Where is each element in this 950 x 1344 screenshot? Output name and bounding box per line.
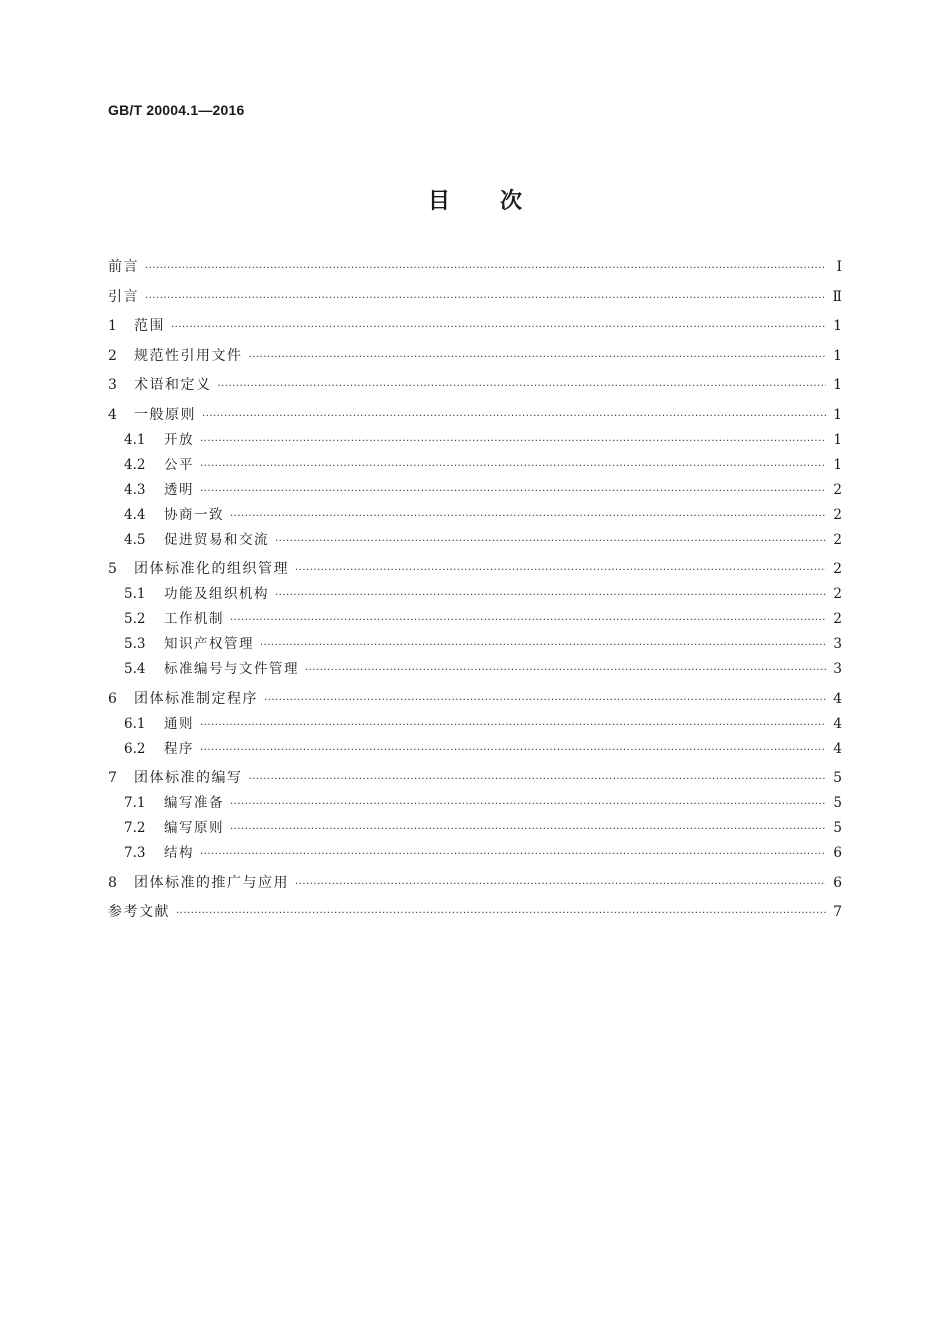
toc-leader-dots (200, 848, 826, 862)
toc-entry-number: 7.1 (124, 795, 146, 811)
toc-leader-dots (264, 694, 826, 708)
toc-entry[interactable] (108, 585, 842, 603)
toc-entry-number: 5 (108, 561, 117, 577)
toc-leader-dots (145, 262, 826, 276)
toc-entry-label: 结构 (164, 845, 194, 861)
toc-entry[interactable] (108, 531, 842, 549)
toc-entry-label: 编写准备 (164, 795, 224, 811)
toc-entry-number: 4.3 (124, 481, 146, 498)
toc-entry[interactable] (108, 819, 842, 837)
toc-entry[interactable] (108, 406, 842, 424)
toc-entry-number: 4.1 (124, 431, 146, 448)
toc-leader-dots (230, 510, 826, 524)
toc-entry-page: 1 (833, 406, 842, 423)
toc-entry-page: 4 (833, 715, 842, 732)
toc-entry-label: 协商一致 (164, 506, 224, 523)
toc-entry-number: 2 (108, 347, 117, 364)
toc-entry-number: 7.3 (124, 845, 146, 861)
toc-entry[interactable] (108, 660, 842, 678)
table-of-contents (108, 258, 842, 921)
toc-entry[interactable] (108, 844, 842, 862)
toc-entry[interactable] (108, 690, 842, 708)
toc-entry-number: 4 (108, 406, 117, 423)
toc-leader-dots (260, 639, 826, 653)
toc-entry-number: 4.5 (124, 531, 146, 548)
toc-leader-dots (249, 351, 827, 365)
toc-entry[interactable] (108, 715, 842, 733)
toc-entry-number: 4.2 (124, 456, 146, 473)
toc-entry-label: 开放 (164, 431, 194, 448)
toc-entry-label: 术语和定义 (134, 377, 212, 393)
toc-leader-dots (230, 614, 826, 628)
toc-entry-page: 6 (833, 845, 842, 861)
toc-entry-number: 3 (108, 377, 117, 393)
toc-entry-page: 4 (833, 740, 842, 757)
toc-entry-number: 6 (108, 690, 117, 707)
toc-leader-dots (249, 773, 827, 787)
toc-entry-label: 工作机制 (164, 611, 224, 627)
toc-entry[interactable] (108, 610, 842, 628)
toc-entry-label: 通则 (164, 715, 194, 732)
toc-entry-page: 1 (833, 431, 842, 448)
toc-entry-label: 标准编号与文件管理 (164, 661, 299, 677)
toc-entry-label: 知识产权管理 (164, 636, 254, 652)
toc-leader-dots (230, 798, 826, 812)
toc-entry-label: 团体标准化的组织管理 (134, 561, 289, 577)
toc-leader-dots (230, 823, 826, 837)
toc-entry-label: 规范性引用文件 (134, 347, 243, 364)
toc-entry[interactable] (108, 481, 842, 499)
toc-entry-number: 4.4 (124, 506, 146, 523)
toc-entry-label: 团体标准的编写 (134, 770, 243, 786)
toc-entry-label: 前言 (108, 259, 139, 275)
toc-leader-dots (295, 878, 826, 892)
toc-leader-dots (200, 460, 826, 474)
toc-entry-page: 2 (833, 506, 842, 523)
toc-entry-label: 引言 (108, 288, 139, 305)
toc-leader-dots (295, 564, 826, 578)
toc-entry[interactable] (108, 560, 842, 578)
toc-entry-page: 2 (833, 481, 842, 498)
toc-entry-page: 2 (833, 611, 842, 627)
toc-entry-page: 5 (833, 770, 842, 786)
toc-leader-dots (305, 664, 826, 678)
toc-entry-page: 5 (833, 820, 842, 836)
toc-entry-number: 6.2 (124, 740, 146, 757)
toc-leader-dots (218, 380, 827, 394)
toc-entry-label: 功能及组织机构 (164, 586, 269, 602)
toc-entry-page: 5 (833, 795, 842, 811)
toc-leader-dots (200, 719, 826, 733)
title-char-2: 次 (500, 189, 523, 214)
toc-entry-label: 公平 (164, 456, 194, 473)
toc-leader-dots (176, 907, 826, 921)
toc-entry[interactable] (108, 456, 842, 474)
toc-entry-number: 7.2 (124, 820, 146, 836)
toc-entry-page: 2 (833, 561, 842, 577)
toc-entry-number: 7 (108, 770, 117, 786)
toc-leader-dots (171, 321, 826, 335)
toc-entry-label: 团体标准制定程序 (134, 690, 258, 707)
toc-entry[interactable] (108, 903, 842, 921)
toc-leader-dots (275, 589, 826, 603)
toc-entry-label: 范围 (134, 318, 165, 334)
toc-entry-label: 促进贸易和交流 (164, 531, 269, 548)
toc-entry-number: 5.1 (124, 586, 146, 602)
toc-entry[interactable] (108, 635, 842, 653)
title-char-1: 目 (427, 189, 450, 214)
toc-entry-page: 6 (833, 874, 842, 891)
toc-entry[interactable] (108, 317, 842, 335)
toc-entry-label: 程序 (164, 740, 194, 757)
toc-entry[interactable] (108, 258, 842, 276)
toc-entry-page: 1 (833, 456, 842, 473)
toc-entry[interactable] (108, 376, 842, 394)
toc-entry-page: 4 (833, 690, 842, 707)
toc-entry-number: 5.4 (124, 661, 146, 677)
toc-entry-label: 团体标准的推广与应用 (134, 874, 289, 891)
toc-entry-page: 1 (833, 318, 842, 334)
toc-entry[interactable] (108, 740, 842, 758)
toc-entry[interactable] (108, 769, 842, 787)
toc-entry-page: 1 (833, 347, 842, 364)
toc-entry-page: Ⅰ (836, 259, 842, 275)
toc-leader-dots (200, 485, 826, 499)
toc-entry[interactable] (108, 347, 842, 365)
toc-entry-label: 编写原则 (164, 820, 224, 836)
toc-entry-page: Ⅱ (832, 288, 842, 305)
toc-leader-dots (200, 435, 826, 449)
toc-entry[interactable] (108, 506, 842, 524)
toc-entry-number: 5.2 (124, 611, 146, 627)
toc-entry[interactable] (108, 874, 842, 892)
toc-entry-label: 参考文献 (108, 904, 170, 920)
toc-leader-dots (200, 744, 826, 758)
toc-entry-number: 6.1 (124, 715, 146, 732)
toc-entry-page: 3 (833, 661, 842, 677)
toc-entry[interactable] (108, 288, 842, 306)
toc-entry-page: 1 (833, 377, 842, 393)
toc-leader-dots (145, 292, 826, 306)
toc-leader-dots (202, 410, 826, 424)
toc-entry-page: 3 (833, 636, 842, 652)
toc-entry[interactable] (108, 431, 842, 449)
page-title (0, 184, 950, 215)
toc-entry-label: 一般原则 (134, 406, 196, 423)
toc-entry-page: 7 (833, 904, 842, 920)
toc-entry-label: 透明 (164, 481, 194, 498)
toc-entry-number: 5.3 (124, 636, 146, 652)
toc-entry-number: 8 (108, 874, 117, 891)
document-id: GB/T 20004.1—2016 (108, 102, 245, 118)
toc-entry-page: 2 (833, 531, 842, 548)
toc-leader-dots (275, 535, 826, 549)
toc-entry[interactable] (108, 794, 842, 812)
toc-entry-number: 1 (108, 318, 117, 334)
toc-entry-page: 2 (833, 586, 842, 602)
